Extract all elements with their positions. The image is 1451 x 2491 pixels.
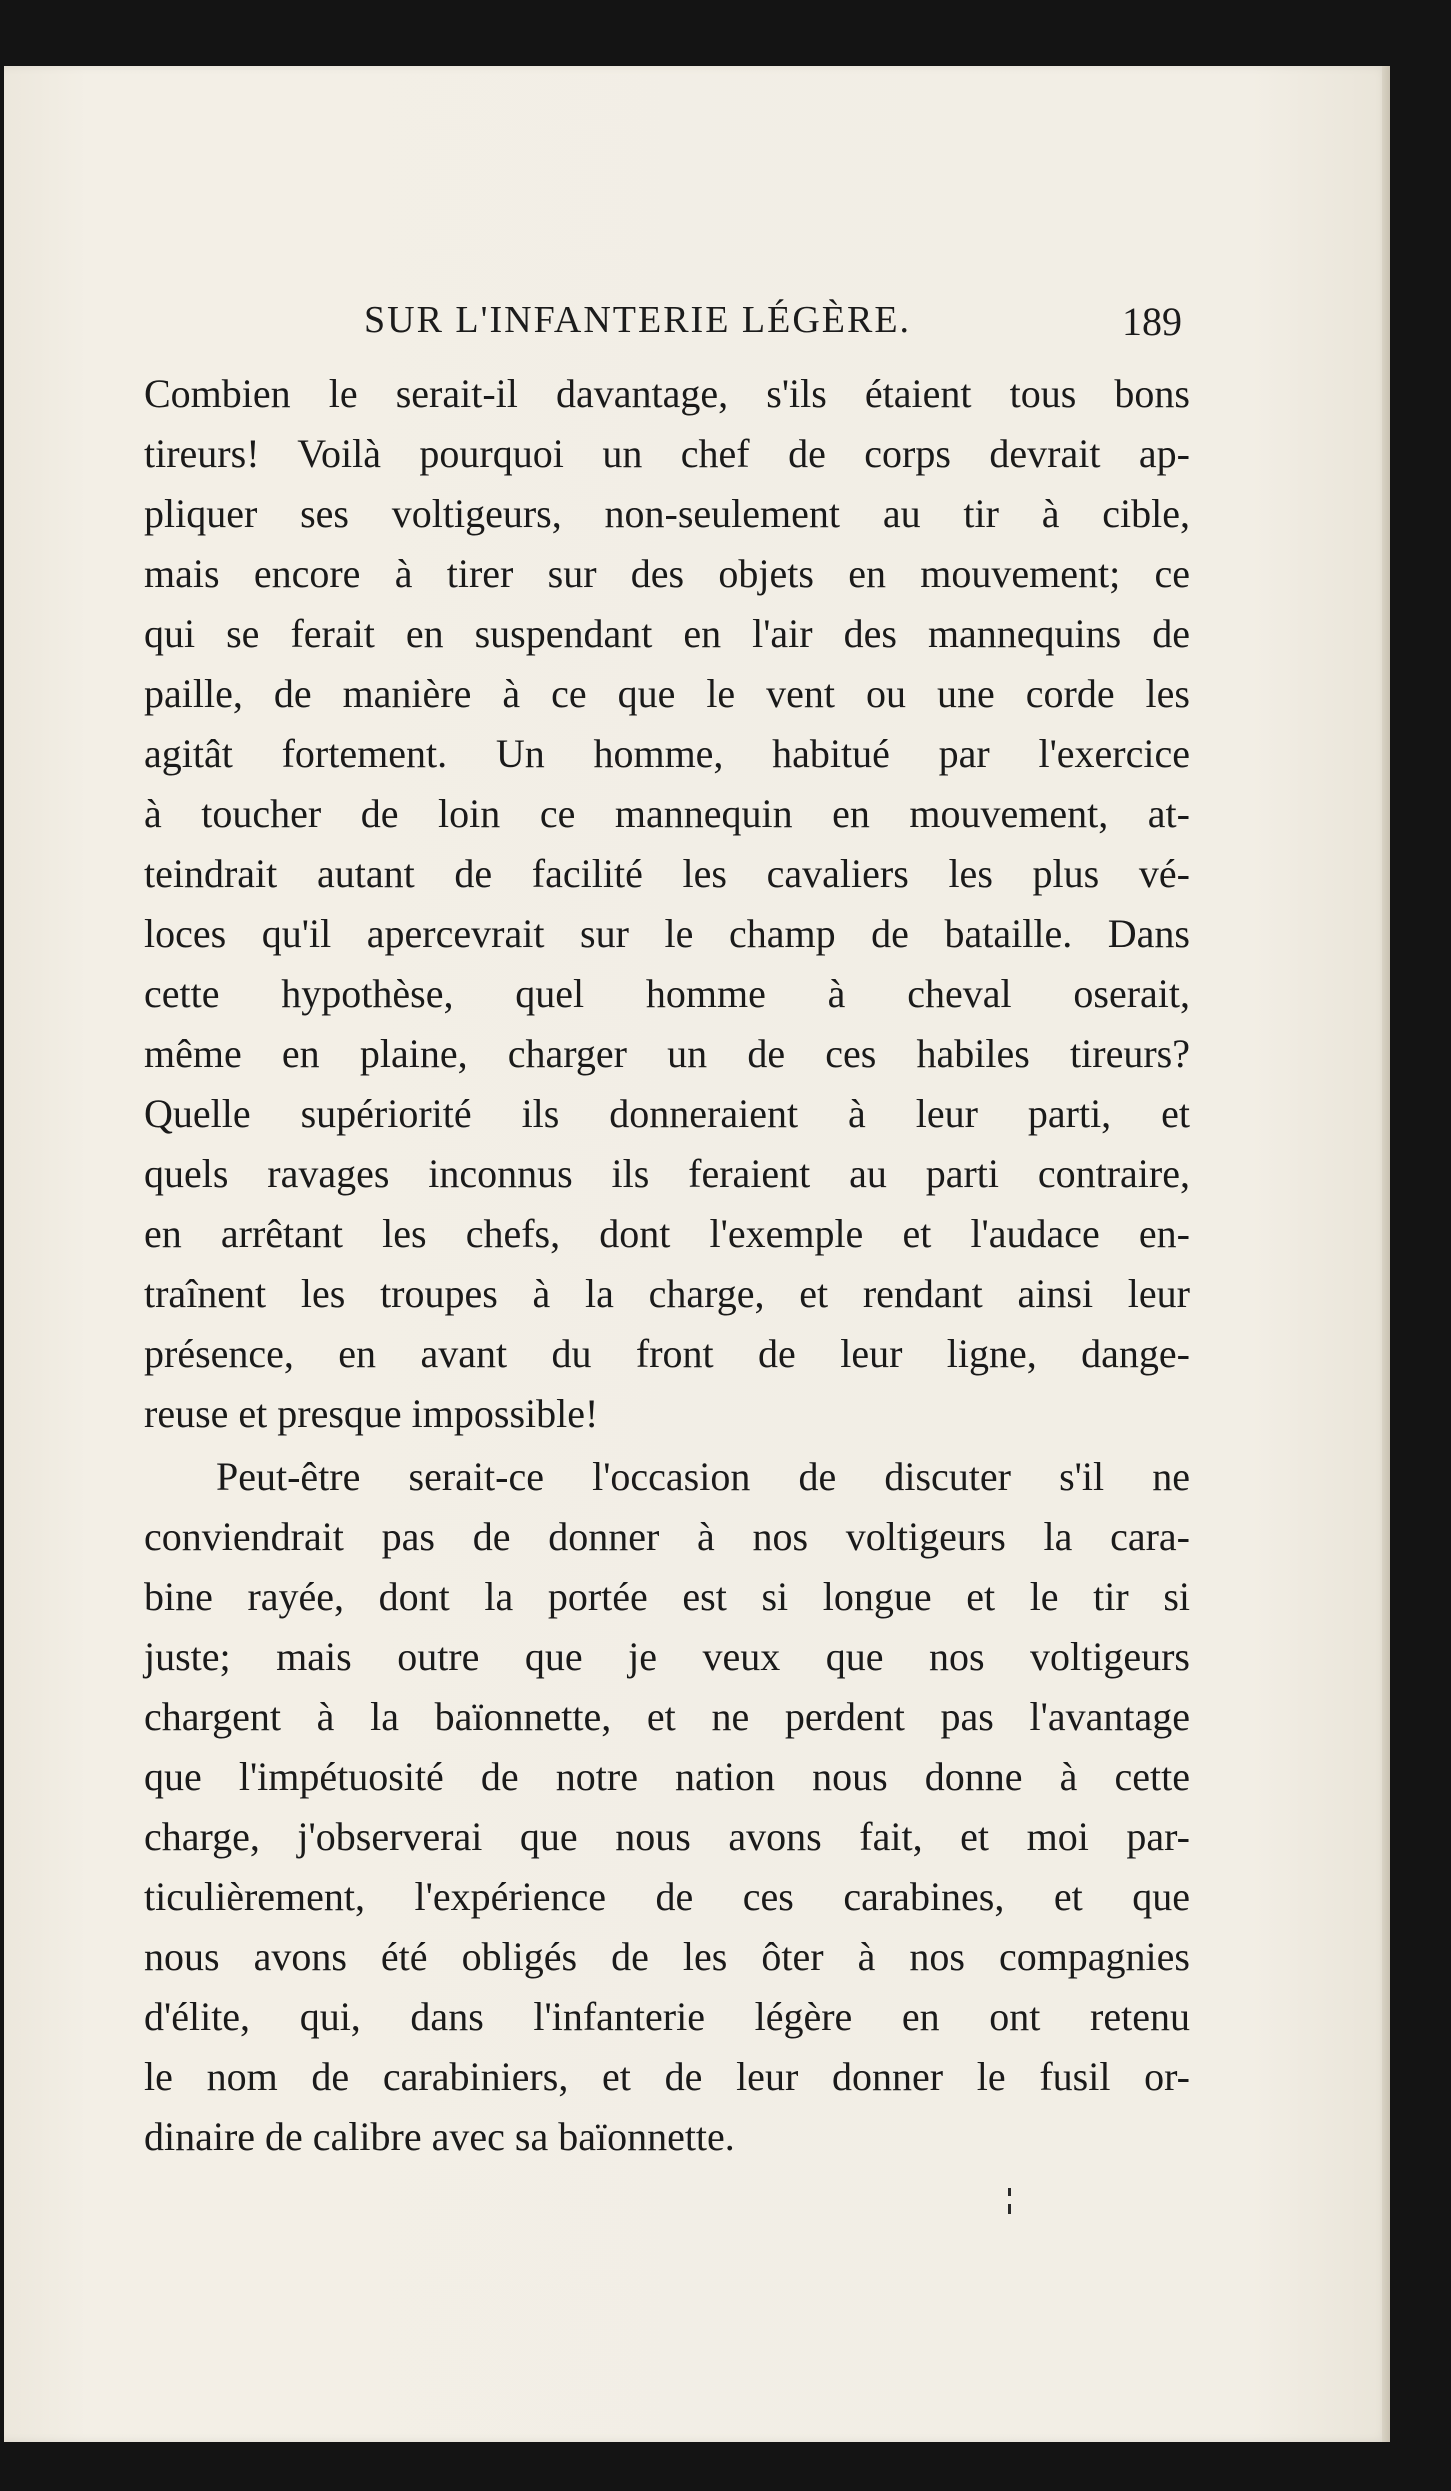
text-line: dinaire de calibre avec sa baïonnette.: [144, 2114, 735, 2159]
running-head-title: SUR L'INFANTERIE LÉGÈRE.: [364, 299, 912, 341]
text-line: qui se ferait en suspendant en l'air des mannequins de: [144, 611, 1190, 656]
paragraph-2: [144, 1447, 1190, 2167]
text-line: d'élite, qui, dans l'infanterie légère en ont retenu: [144, 1994, 1190, 2039]
text-line: teindrait autant de facilité les cavaliers les plus vé-: [144, 851, 1190, 896]
text-line: Peut-être serait-ce l'occasion de discuter s'il ne: [216, 1454, 1190, 1499]
ink-speck: [1008, 2204, 1011, 2214]
text-line: mais encore à tirer sur des objets en mouvement; ce: [144, 551, 1190, 596]
page-edge: [1382, 66, 1390, 2442]
text-line: paille, de manière à ce que le vent ou une corde les: [144, 671, 1190, 716]
text-line: même en plaine, charger un de ces habiles tireurs?: [144, 1031, 1190, 1076]
text-line: chargent à la baïonnette, et ne perdent pas l'avantage: [144, 1694, 1190, 1739]
book-page: [4, 66, 1390, 2442]
text-line: loces qu'il apercevrait sur le champ de bataille. Dans: [144, 911, 1190, 956]
text-line: présence, en avant du front de leur ligne, dange-: [144, 1331, 1190, 1376]
text-line: bine rayée, dont la portée est si longue et le tir si: [144, 1574, 1190, 1619]
text-line: Combien le serait-il davantage, s'ils étaient tous bons: [144, 371, 1190, 416]
text-line: quels ravages inconnus ils feraient au parti contraire,: [144, 1151, 1190, 1196]
text-line: en arrêtant les chefs, dont l'exemple et l'audace en-: [144, 1211, 1190, 1256]
page-number: 189: [1122, 299, 1182, 344]
text-line: ticulièrement, l'expérience de ces carabines, et que: [144, 1874, 1190, 1919]
text-line: agitât fortement. Un homme, habitué par l'exercice: [144, 731, 1190, 776]
text-line: tireurs! Voilà pourquoi un chef de corps devrait ap-: [144, 431, 1190, 476]
paragraph-1: [144, 364, 1190, 1444]
text-line: conviendrait pas de donner à nos voltigeurs la cara-: [144, 1514, 1190, 1559]
text-line: Quelle supériorité ils donneraient à leur parti, et: [144, 1091, 1190, 1136]
text-line: traînent les troupes à la charge, et rendant ainsi leur: [144, 1271, 1190, 1316]
text-line: le nom de carabiniers, et de leur donner le fusil or-: [144, 2054, 1190, 2099]
text-line: que l'impétuosité de notre nation nous donne à cette: [144, 1754, 1190, 1799]
text-line: pliquer ses voltigeurs, non-seulement au tir à cible,: [144, 491, 1190, 536]
text-line: juste; mais outre que je veux que nos voltigeurs: [144, 1634, 1190, 1679]
text-line: reuse et presque impossible!: [144, 1391, 599, 1436]
text-line: cette hypothèse, quel homme à cheval oserait,: [144, 971, 1190, 1016]
running-head: [4, 298, 1390, 358]
body-text: [144, 364, 1190, 2167]
ink-speck: [1008, 2188, 1011, 2196]
text-line: nous avons été obligés de les ôter à nos compagnies: [144, 1934, 1190, 1979]
text-line: charge, j'observerai que nous avons fait, et moi par-: [144, 1814, 1190, 1859]
text-line: à toucher de loin ce mannequin en mouvement, at-: [144, 791, 1190, 836]
